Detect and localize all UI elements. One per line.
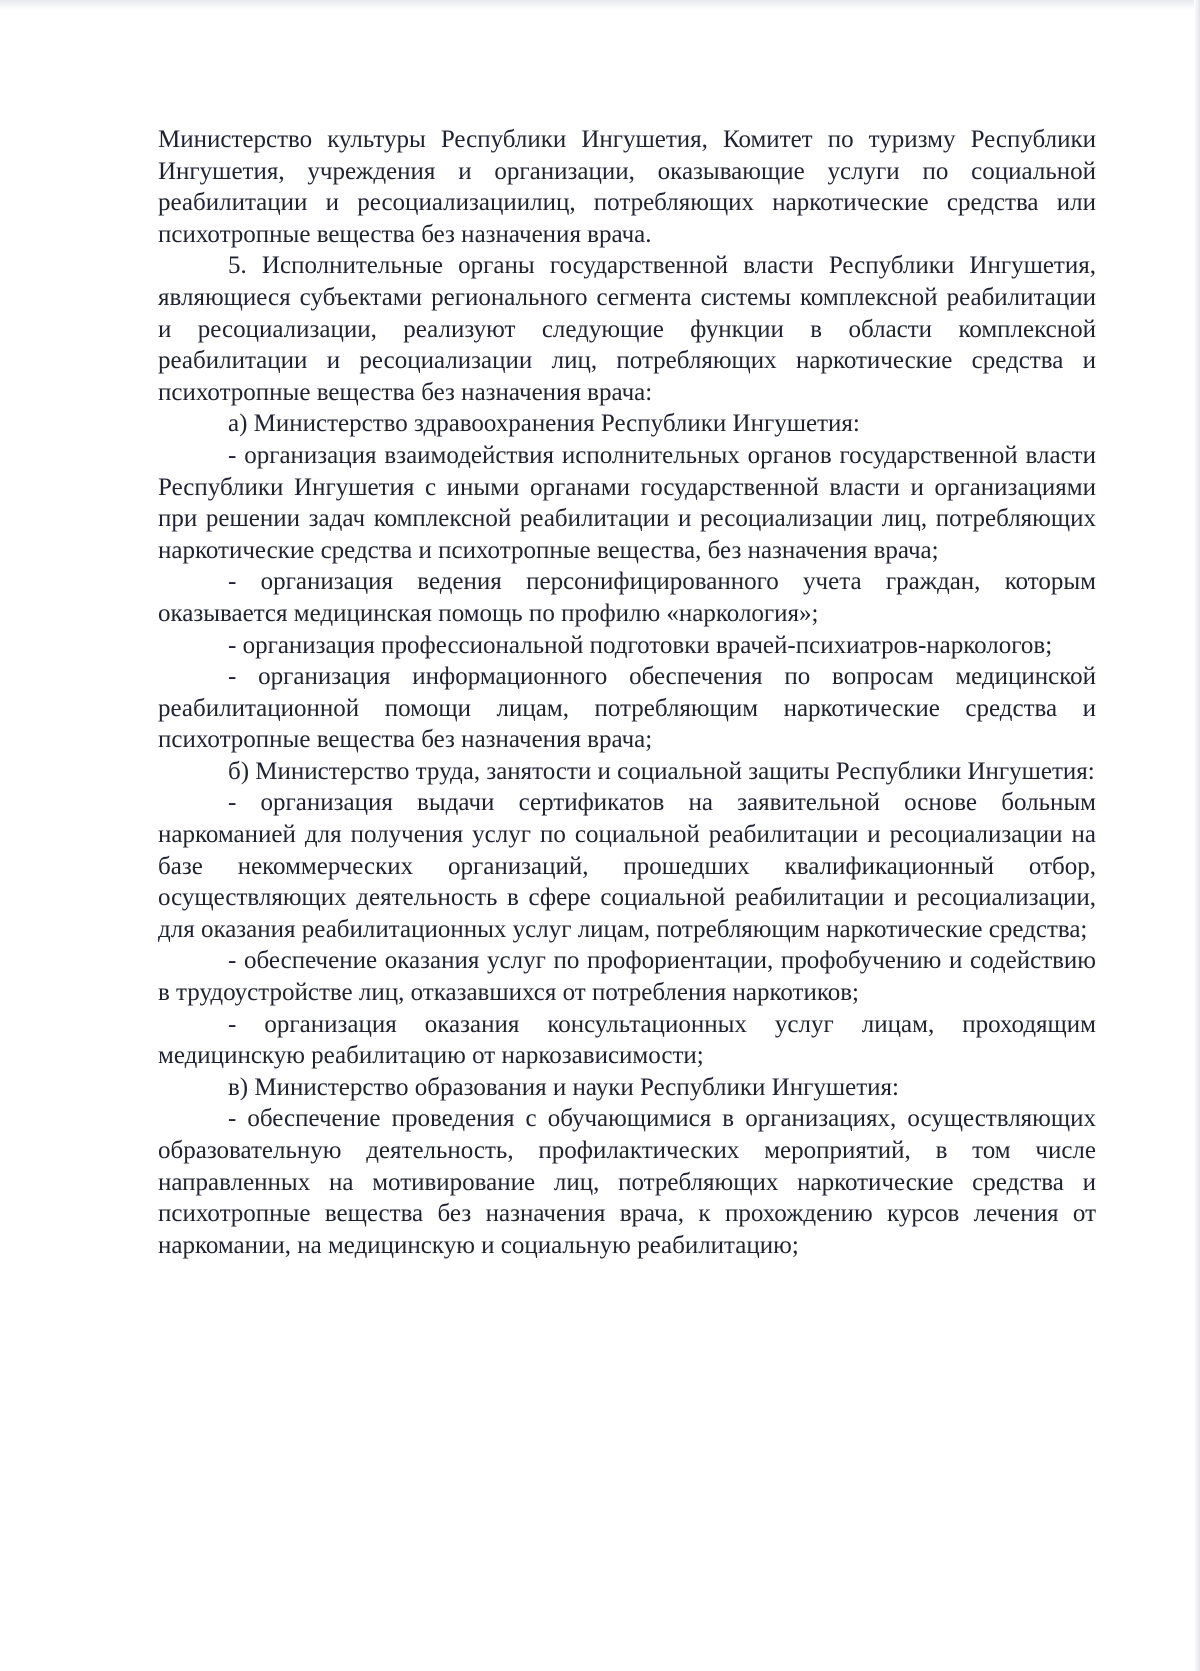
paragraph-education-bullet-1: - обеспечение проведения с обучающимися в организациях, осуществляющих образовательную деятельность, профилактических мероприятий, в том числе направленных на мотивирование лиц, потребляющих наркотические средства и психотропные вещества без назначения врача, к прохождению курсов лечения от наркомании, на медицинскую и социальную реабилитацию; bbox=[158, 1105, 1096, 1259]
paragraph-health-bullet-3: - организация профессиональной подготовки врачей-психиатров-наркологов; bbox=[228, 631, 1053, 659]
paragraph-health-ministry-heading: а) Министерство здравоохранения Республики Ингушетия: bbox=[228, 410, 860, 438]
scan-shadow-top bbox=[0, 0, 1200, 10]
paragraph-labor-bullet-1: - организация выдачи сертификатов на заявительной основе больным наркоманией для получения услуг по социальной реабилитации и ресоциализации на базе некоммерческих организаций, прошедших квалификационный отбор, осуществляющих деятельность в сфере социальной реабилитации и ресоциализации, для оказания реабилитационных услуг лицам, потребляющим наркотические средства; bbox=[158, 789, 1096, 943]
paragraph-labor-bullet-3: - организация оказания консультационных услуг лицам, проходящим медицинскую реабилитацию от наркозависимости; bbox=[158, 1010, 1096, 1070]
paragraph-education-ministry-heading: в) Министерство образования и науки Республики Ингушетия: bbox=[228, 1073, 899, 1101]
paragraph-labor-ministry-heading: б) Министерство труда, занятости и социальной защиты Республики Ингушетия: bbox=[228, 757, 1095, 785]
paragraph-health-bullet-4: - организация информационного обеспечения по вопросам медицинской реабилитационной помощи лицам, потребляющим наркотические средства и психотропные вещества без назначения врача; bbox=[158, 663, 1096, 754]
scan-shadow-right bbox=[1194, 0, 1200, 1671]
paragraph-labor-bullet-2: - обеспечение оказания услуг по профориентации, профобучению и содействию в трудоустройстве лиц, отказавшихся от потребления наркотиков; bbox=[158, 947, 1096, 1007]
paragraph-health-bullet-1: - организация взаимодействия исполнительных органов государственной власти Республики Ингушетия с иными органами государственной власти и организациями при решении задач комплексной реабилитации и ресоциализации лиц, потребляющих наркотические средства и психотропные вещества, без назначения врача; bbox=[158, 441, 1096, 564]
paragraph-health-bullet-2: - организация ведения персонифицированного учета граждан, которым оказывается медицинская помощь по профилю «наркология»; bbox=[158, 568, 1096, 627]
paragraph-item-5: 5. Исполнительные органы государственной власти Республики Ингушетия, являющиеся субъектами регионального сегмента системы комплексной реабилитации и ресоциализации, реализуют следующие функции в области комплексной реабилитации и ресоциализации лиц, потребляющих наркотические средства и психотропные вещества без назначения врача: bbox=[158, 252, 1096, 406]
document-body bbox=[158, 124, 1096, 1261]
paragraph-ministry-culture: Министерство культуры Республики Ингушетия, Комитет по туризму Республики Ингушетия, учреждения и организации, оказывающие услуги по социальной реабилитации и ресоциализациилиц, потребляющих наркотические средства или психотропные вещества без назначения врача. bbox=[158, 126, 1096, 248]
